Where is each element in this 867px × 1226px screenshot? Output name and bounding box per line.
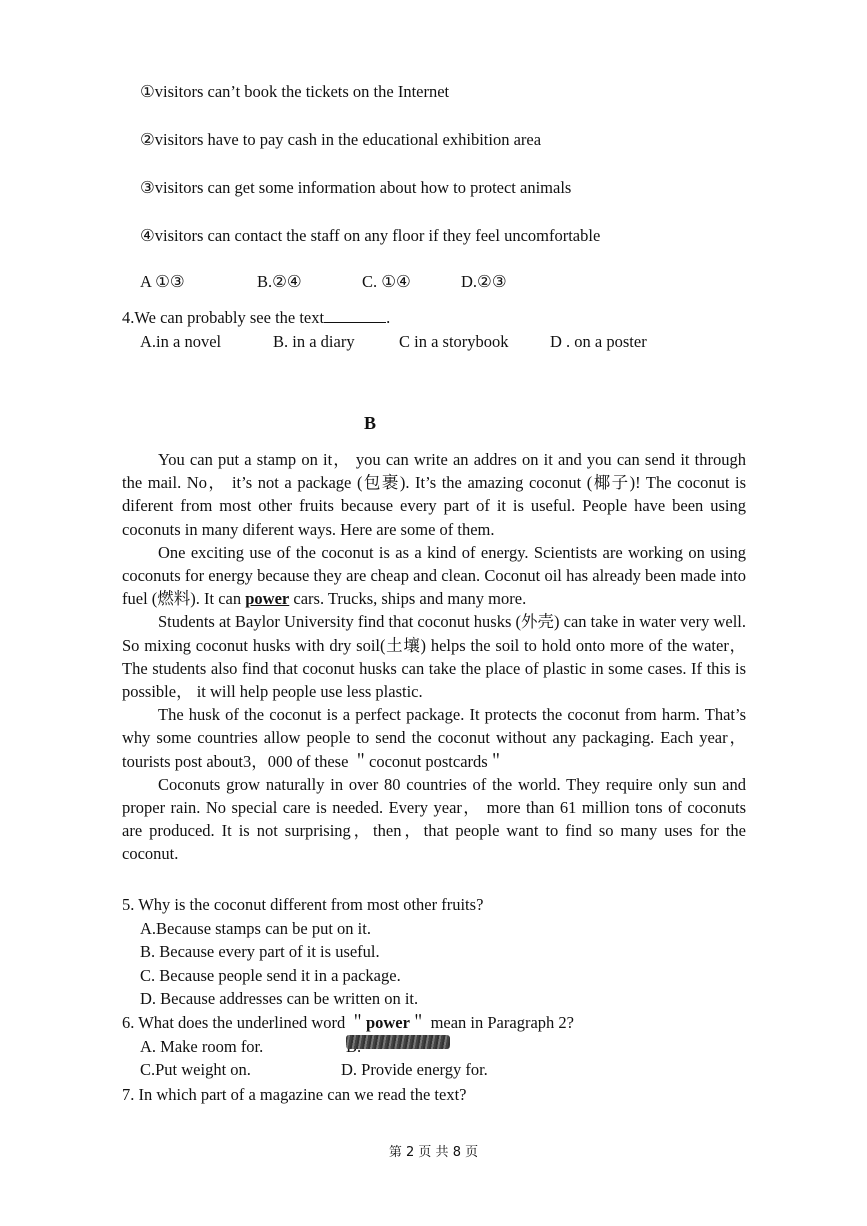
passage-paragraph-3: Students at Baylor University find that coconut husks (外壳) can take in water very well. So mixing coconut husks with dry soil(土壤) helps the soil to hold onto more of the water， The students also find that coconut husks can take the place of plastic in some cases. If this is possible， it will help people use less plastic. — [122, 612, 746, 702]
statement-3: ③visitors can get some information about how to protect animals — [140, 178, 572, 197]
q4-option-a: A.in a novel — [140, 332, 222, 351]
statement-1: ①visitors can’t book the tickets on the Internet — [140, 82, 450, 101]
q5-option-b: B. Because every part of it is useful. — [140, 942, 380, 961]
page-footer: 第 2 页 共 8 页 — [388, 1145, 479, 1160]
answer-blank — [324, 308, 386, 323]
underlined-word: power — [245, 589, 290, 609]
q5-option-c: C. Because people send it in a package. — [140, 965, 401, 985]
q6-stem-word: power — [365, 1013, 410, 1032]
paragraph-2-text: One exciting use of the coconut is as a kind of energy. Scientists are working on using coconuts for energy because they are cheap and clean. Coconut oil has already been made into fuel (燃料). It can — [122, 542, 746, 609]
q3-options — [140, 272, 640, 292]
q5-option-d: D. Because addresses can be written on it. — [140, 989, 419, 1008]
q6-option-a: A. Make room for. — [140, 1036, 264, 1056]
q5-option-a: A.Because stamps can be put on it. — [140, 918, 371, 938]
question-7: 7. In which part of a magazine can we read the text? — [122, 1085, 467, 1104]
q4-option-d: D . on a poster — [550, 332, 647, 351]
q6-option-c: C.Put weight on. — [140, 1060, 251, 1079]
passage-paragraph-5: Coconuts grow naturally in over 80 countries of the world. They require only sun and proper rain. No special care is needed. Every year， more than 61 million tons of coconuts are produced. It is not surprising，then，that people want to find so many uses for the coconut. — [122, 774, 746, 864]
q4-option-c: C in a storybook — [399, 332, 509, 351]
passage-paragraph-1: You can put a stamp on it， you can write an addres on it and you can send it through the mail. No， it’s not a package (包裹). It’s the amazing coconut (椰子)! The coconut is diferent from most other fruits because every part of it is useful. People have been using coconuts in many diferent ways. Here are some of them. — [122, 450, 746, 539]
question-6 — [122, 1011, 642, 1082]
statement-4: ④visitors can contact the staff on any floor if they feel uncomfortable — [140, 226, 601, 245]
q4-stem-text: 4.We can probably see the text — [122, 308, 325, 327]
passage — [122, 448, 746, 866]
q6-stem-before: 6. What does the underlined word ＂ — [122, 1013, 366, 1032]
q3-option-d: D.②③ — [461, 272, 507, 291]
q5-stem: 5. Why is the coconut different from most other fruits? — [122, 895, 484, 914]
q6-stem — [122, 1011, 642, 1035]
passage-paragraph-2 — [122, 541, 746, 611]
q3-option-c: C. ①④ — [362, 272, 411, 291]
q6-option-d: D. Provide energy for. — [341, 1060, 488, 1079]
q3-option-a: A ①③ — [140, 272, 185, 291]
q3-option-b: B.②④ — [257, 272, 302, 291]
paragraph-2-tail: cars. Trucks, ships and many more. — [289, 589, 527, 609]
q4-stem-end: . — [386, 308, 391, 327]
q6-options-row-2 — [122, 1058, 642, 1082]
scribbled-out-answer — [346, 1035, 450, 1049]
statement-2: ②visitors have to pay cash in the educational exhibition area — [140, 130, 542, 149]
q4-options — [140, 332, 700, 352]
question-5 — [122, 893, 483, 1011]
section-heading: B — [363, 413, 376, 433]
q6-options-row-1 — [122, 1035, 642, 1059]
q6-stem-after: ＂ mean in Paragraph 2? — [409, 1013, 574, 1032]
q4-stem — [122, 308, 390, 328]
q4-option-b: B. in a diary — [273, 332, 355, 351]
passage-paragraph-4: The husk of the coconut is a perfect package. It protects the coconut from harm. That’s why some countries allow people to send the coconut without any packaging. Each year， tourists post about3，000 of these ＂coconut postcards＂ — [122, 705, 746, 771]
